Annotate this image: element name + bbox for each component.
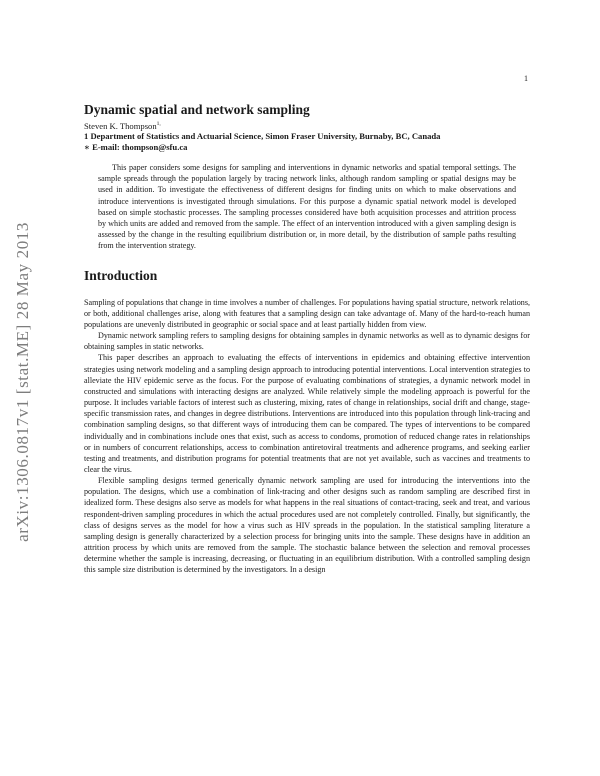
paragraph: Flexible sampling designs termed generically dynamic network sampling are used for introducing the interventions into the population. The designs, which use a combination of link-tracing and other designs such as random sampling are described first in idealized form. These designs also serve as models for what happens in the real situations of contact-tracing, seek and treat, and various respondent-driven sampling procedures in which the actual procedures used are not completely controlled. Finally, but significantly, the class of designs serves as the model for how a virus such as HIV spreads in the population. In the statistical sampling literature a sampling design is generally characterized by a selection process for bringing units into the sample. These designs have in addition an attrition process by which units are removed from the sample. The stochastic balance between the selection and removal processes determine whether the sample is increasing, decreasing, or fluctuating in an equilibrium distribution. With a controlled sampling design this sample size distribution is determined by the investigators. In a design [84, 476, 530, 575]
paper-title: Dynamic spatial and network sampling [84, 102, 310, 117]
abstract: This paper considers some designs for sampling and interventions in dynamic networks and spatial temporal settings. The sample spreads through the population largely by tracing network links, although random sampling or spatial designs may be used in addition. To investigate the effectiveness of different designs for finding units on which to make observations and introduce interventions is investigated through simulations. For this purpose a dynamic spatial network model is developed based on simple stochastic processes. The sampling processes considered have both acquisition processes and attrition process by which units are added and removed from the sample. The effect of an intervention introduced with a given sampling design is assessed by the change in the resulting equilibrium distribution or, in more detail, by the distribution of sample paths resulting from the intervention strategy. [98, 163, 516, 251]
paragraph: Sampling of populations that change in time involves a number of challenges. For populations having spatial structure, network relations, or both, additional challenges arise, along with features that a sampling design can take advantage of. Many of the hard-to-reach human populations are unevenly distributed in geographic or social space and at least partially hidden from view. [84, 297, 530, 329]
affiliation: 1 Department of Statistics and Actuarial Science, Simon Fraser University, Burnaby, BC, Canada [84, 131, 441, 141]
author-email: ∗ E-mail: thompson@sfu.ca [84, 141, 188, 152]
section-heading-introduction: Introduction [84, 267, 158, 283]
author-line [84, 121, 530, 131]
page-number: 1 [524, 74, 528, 83]
arxiv-identifier-text: arXiv:1306.0817v1 [stat.ME] 28 May 2013 [13, 222, 32, 542]
arxiv-identifier-stamp [6, 192, 40, 572]
paragraph: Dynamic network sampling refers to sampling designs for obtaining samples in dynamic networks as well as to dynamic designs for obtaining samples in static networks. [84, 331, 530, 352]
paragraph: This paper describes an approach to evaluating the effects of interventions in epidemics and obtaining effective intervention strategies using network modeling and a sampling design approach to introducing potential interventions. Local intervention strategies to alleviate the HIV epidemic serve as the focus. For the purpose of evaluating combinations of strategies, a dynamic network model in constructed and simulations with interacting designs are analyzed. While relatively simple the modeling approach is powerful for the purpose. It includes variable factors of interest such as clustering, mixing, rates of change in relationships, social drift and change, stage-specific transmission rates, and changes in degree distributions. Interventions are introduced into this population through link-tracing and combination sampling designs, so that different ways of introducing them can be compared. The types of interventions to be compared individually and in combinations include ones that exist, such as access to condoms, promotion of reduced change rates in relationships or in numbers of concurrent relationships, access to combination antiretoviral treatments and adherence programs, and seeking earlier testing and treatments, and distribution programs for potential treatments that are not yet available, such as vaccines and treatments to clear the virus. [84, 353, 530, 474]
paper-body [84, 102, 530, 576]
author-superscript: 1, [156, 121, 161, 128]
author-name: Steven K. Thompson [84, 121, 157, 131]
